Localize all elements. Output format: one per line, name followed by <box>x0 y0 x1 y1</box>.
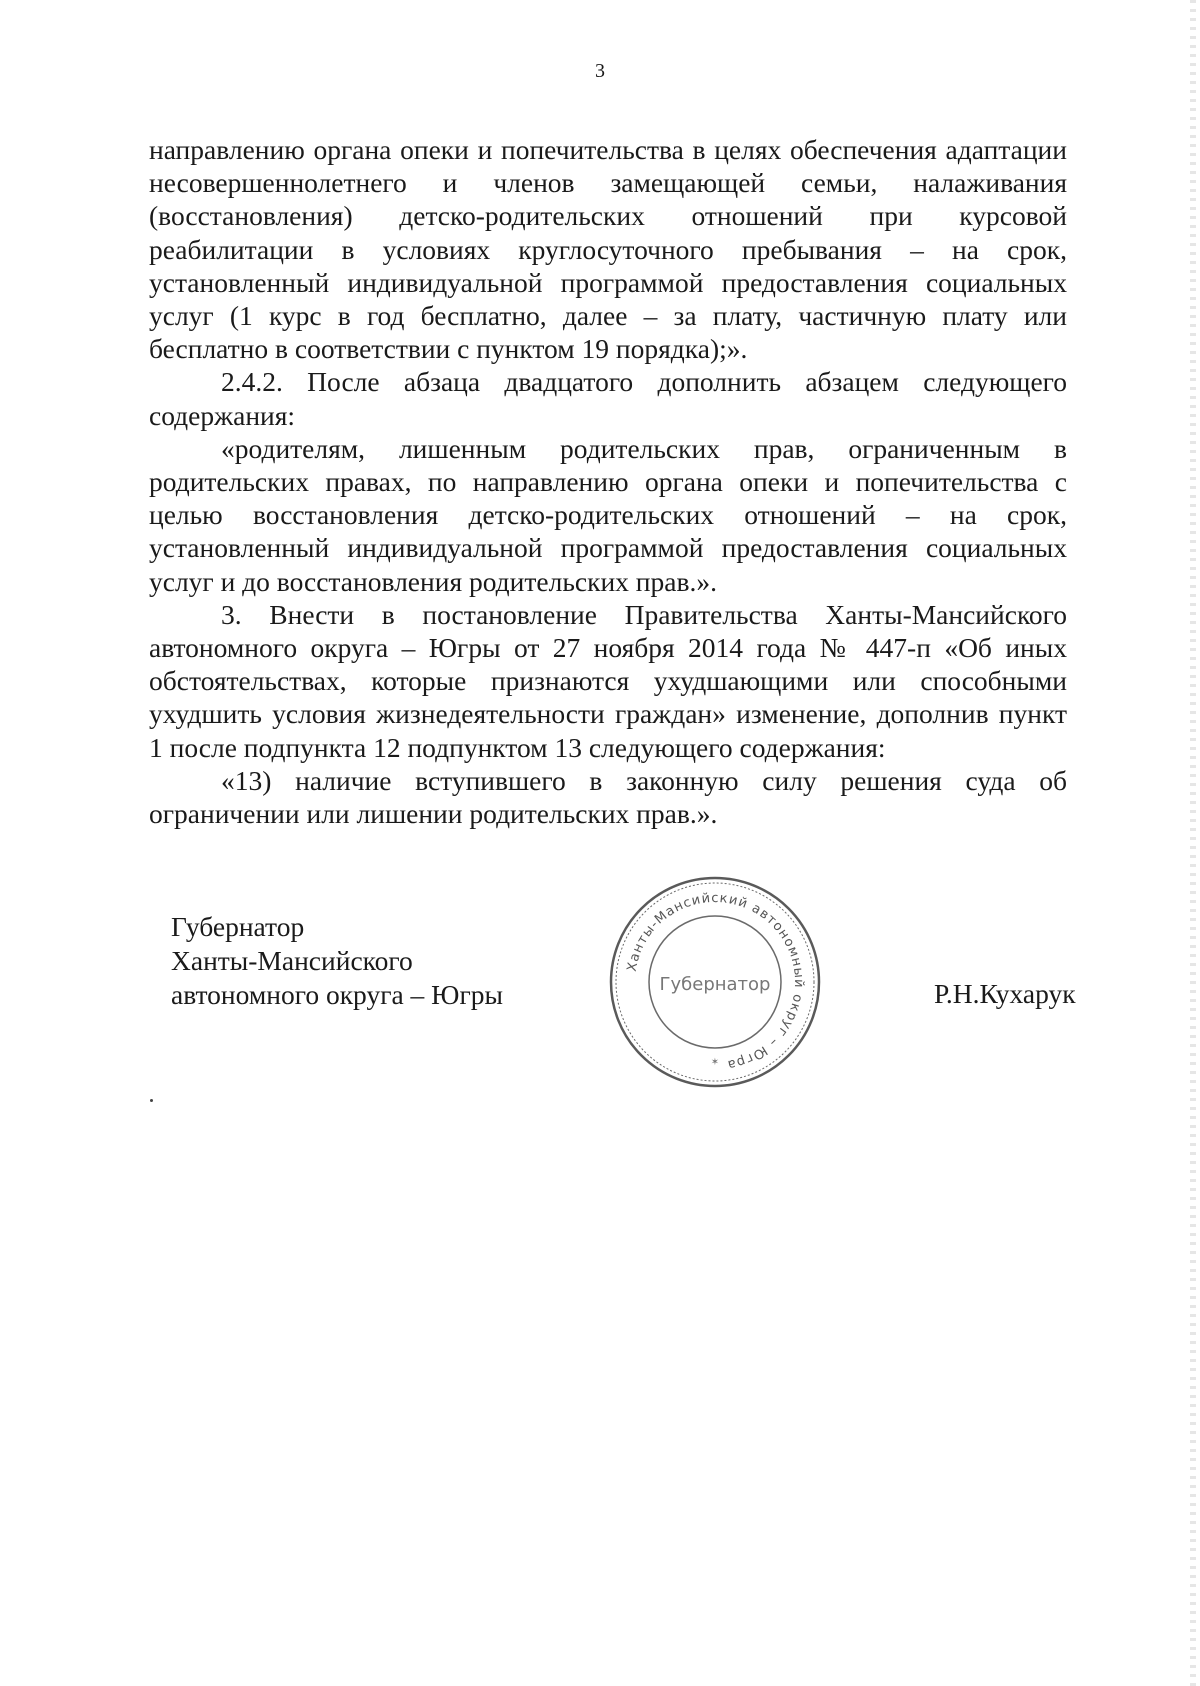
paragraph-subitem-13: «13) наличие вступившего в законную силу решения суда об ограничении или лишении родительских прав.». <box>149 764 1067 830</box>
signature-title-block <box>171 910 503 1012</box>
document-body <box>149 133 1067 830</box>
paragraph-quoted-insert: «родителям, лишенным родительских прав, ограниченным в родительских правах, по направлению органа опеки и попечительства с целью восстановления детско-родительских отношений – на срок, установленный индивидуальной программой предоставления социальных услуг и до восстановления родительских прав.». <box>149 432 1067 597</box>
signer-name: Р.Н.Кухарук <box>934 978 1076 1009</box>
scan-edge-artifact <box>1190 0 1196 1686</box>
page-number: 3 <box>595 60 605 82</box>
paragraph-continuation: направлению органа опеки и попечительства в целях обеспечения адаптации несовершеннолетнего и членов замещающей семьи, налаживания (восстановления) детско-родительских отношений при курсовой реабилитации в условиях круглосуточного пребывания – на срок, установленный индивидуальной программой предоставления социальных услуг (1 курс в год бесплатно, далее – за плату, частичную плату или бесплатно в соответствии с пунктом 19 порядка);». <box>149 134 1067 365</box>
seal-ring-text: Ханты-Мансийский автономный округ – Югра <box>624 890 807 1073</box>
paragraph-3: 3. Внести в постановление Правительства Ханты-Мансийского автономного округа – Югры от 27 ноября 2014 года № 447-п «Об иных обстоятельствах, которые признаются ухудшающими или способными ухудшить условия жизнедеятельности граждан» изменение, дополнив пункт 1 после подпункта 12 подпунктом 13 следующего содержания: <box>149 598 1067 763</box>
seal-center-text: Губернатор <box>659 974 771 995</box>
svg-text:✶: ✶ <box>710 1057 720 1068</box>
official-seal-stamp <box>605 872 825 1092</box>
signature-title-line: автономного округа – Югры <box>171 979 503 1010</box>
paragraph-2-4-2: 2.4.2. После абзаца двадцатого дополнить абзацем следующего содержания: <box>149 366 1067 431</box>
signature-title-line: Губернатор <box>171 911 305 942</box>
signature-title-line: Ханты-Мансийского <box>171 945 413 976</box>
scan-speck <box>150 1099 153 1102</box>
